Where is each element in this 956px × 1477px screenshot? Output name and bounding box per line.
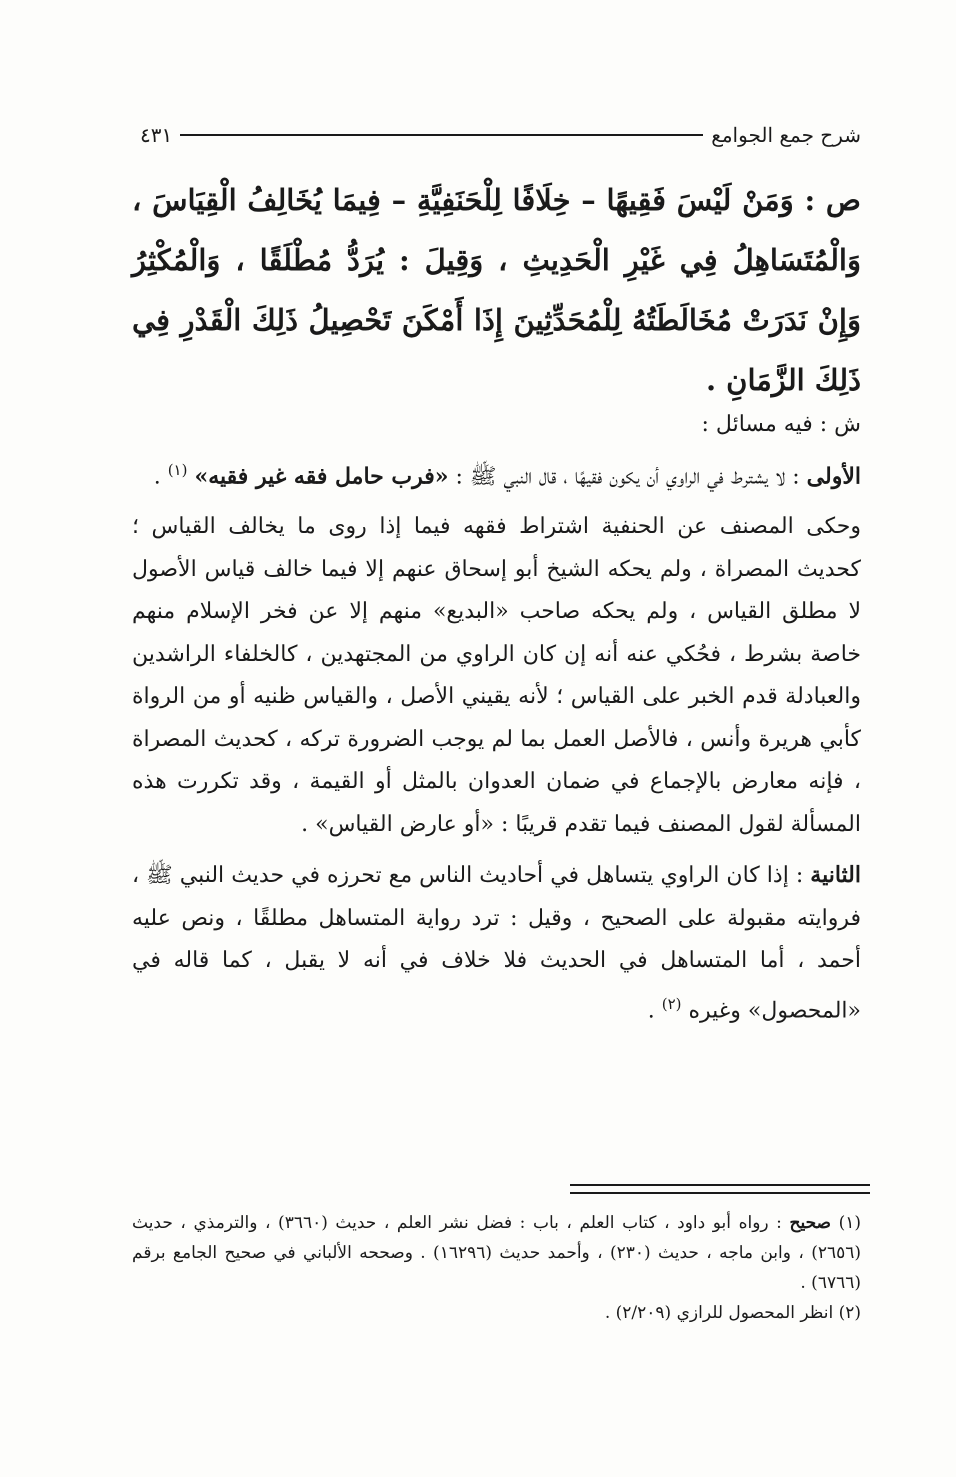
hadith-quote: «فرب حامل فقه غير فقيه»: [194, 462, 449, 489]
first-issue-label: الأولى: [806, 462, 861, 489]
footnote-2: (٢) انظر المحصول للرازي (٢/٢٠٩) .: [604, 1303, 861, 1323]
footnote-ref-1: (١): [167, 460, 188, 479]
second-issue-end: .: [647, 998, 662, 1024]
footnote-1-text: : رواه أبو داود ، كتاب العلم ، باب : فضل نشر العلم ، حديث (٣٦٦٠) ، والترمذي ، حديث (٢٦٥٦) ، وابن ماجه ، حديث (٢٣٠) ، وأحمد حديث (١٦٢٩٦) . وصححه الألباني في صحيح الجامع برقم (٦٧٦٦) .: [132, 1213, 861, 1293]
first-issue: [132, 449, 861, 499]
commentary-paragraph: وحكى المصنف عن الحنفية اشتراط فقهه فيما إذا روى ما يخالف القياس ؛ كحديث المصراة ، ولم يحكه الشيخ أبو إسحاق عنهم إلا فيما خالف قياس الأصول لا مطلق القياس ، ولم يحكه صاحب «البديع» منهم إلا عن فخر الإسلام منهم خاصة بشرط ، فحُكي عنه أنه إن كان الراوي من المجتهدين ، كالخلفاء الراشدين والعبادلة قدم الخبر على القياس ؛ لأنه يقيني الأصل ، والقياس ظنيه أو من الرواة كأبي هريرة وأنس ، فالأصل العمل بما لم يوجب الضرورة تركه ، كحديث المصراة ، فإنه معارض بالإجماع في ضمان العدوان بالمثل أو القيمة ، وقد تكررت هذه المسألة لقول المصنف فيما تقدم قريبًا : «أو عارض القياس» .: [132, 514, 861, 837]
second-issue-text: : إذا كان الراوي يتساهل في أحاديث الناس مع تحرزه في حديث النبي ﷺ ، فروايته مقبولة على الصحيح ، وقيل : ترد رواية المتساهل مطلقًا ، ونص عليه أحمد ، أما المتساهل في الحديث فلا خلاف في أنه لا يقبل ، كما قاله في «المحصول» وغيره: [132, 863, 861, 1024]
footnote-1-label: صحيح: [789, 1213, 831, 1233]
footnote-1: [132, 1208, 861, 1298]
second-issue-label: الثانية: [810, 862, 861, 889]
footnote-divider: [570, 1184, 870, 1194]
matn-text: ص : وَمَنْ لَيْسَ فَقِيهًا – خِلَافًا لِلْحَنَفِيَّةِ – فِيمَا يُخَالِفُ الْقِيَاسَ ، وَالْمُتَسَاهِلُ فِي غَيْرِ الْحَدِيثِ ، وَقِيلَ : يُرَدُّ مُطْلَقًا ، وَالْمُكْثِرُ وَإِنْ نَدَرَتْ مُخَالَطَتُهُ لِلْمُحَدِّثِينَ إِذَا أَمْكَنَ تَحْصِيلُ ذَلِكَ الْقَدْرِ فِي ذَلِكَ الزَّمَانِ .: [132, 183, 861, 397]
first-issue-end: .: [153, 463, 168, 489]
footnotes: [132, 1208, 861, 1328]
running-title: شرح جمع الجوامع: [711, 123, 861, 147]
first-issue-text: : لا يشترط في الراوي أن يكون فقيهًا ، قال النبي ﷺ :: [448, 463, 807, 489]
page-header: [140, 118, 861, 152]
header-rule: [180, 134, 703, 136]
footnote-ref-2: (٢): [661, 994, 682, 1013]
second-issue: [132, 854, 861, 1032]
page-number: ٤٣١: [140, 123, 173, 147]
footnote-1-number: (١): [838, 1213, 861, 1233]
issues-intro: ش : فيه مسائل :: [701, 412, 861, 437]
commentary: [132, 404, 861, 1033]
